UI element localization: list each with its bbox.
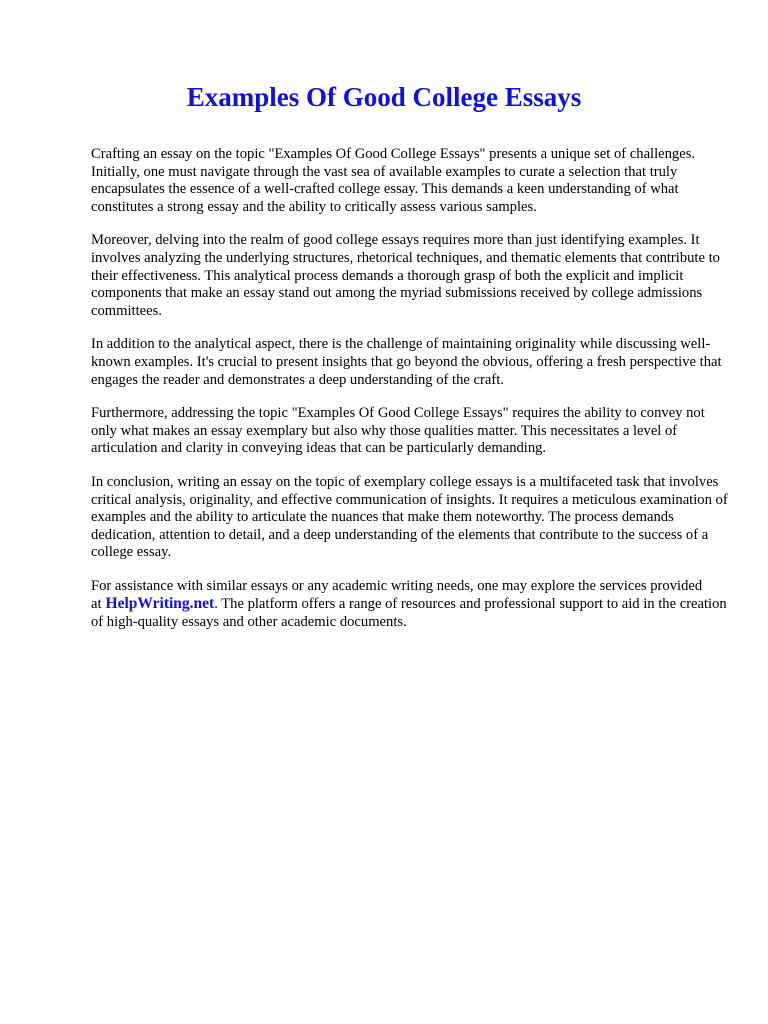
helpwriting-link[interactable]: HelpWriting.net [105,595,215,613]
paragraph-6-text-before-link: For assistance with similar essays or any academic writing needs, one may explore the services provided at [91,577,703,613]
paragraph-2: Moreover, delving into the realm of good college essays requires more than just identifying examples. It involves analyzing the underlying structures, rhetorical techniques, and thematic elements that contribute to their effectiveness. This analytical process demands a thorough grasp of both the explicit and implicit components that make an essay stand out among the myriad submissions received by college admissions committees. [91,232,720,319]
paragraph-1: Crafting an essay on the topic "Examples Of Good College Essays" presents a unique set of challenges. Initially, one must navigate through the vast sea of available examples to curate a selection that truly encapsulates the essence of a well-crafted college essay. This demands a keen understanding of what constitutes a strong essay and the ability to critically assess various samples. [91,146,696,215]
paragraph-3: In addition to the analytical aspect, there is the challenge of maintaining originality while discussing well-known examples. It's crucial to present insights that go beyond the obvious, offering a fresh perspective that engages the reader and demonstrates a deep understanding of the craft. [91,336,722,388]
paragraph-4: Furthermore, addressing the topic "Examples Of Good College Essays" requires the ability to convey not only what makes an essay exemplary but also why those qualities matter. This necessitates a level of articulation and clarity in conveying ideas that can be particularly demanding. [91,405,705,457]
paragraph-6-text-after-link: . The platform offers a range of resources and professional support to aid in the creation of high-quality essays and other academic documents. [91,596,727,631]
page-title: Examples Of Good College Essays [186,82,582,112]
paragraph-6 [91,578,731,632]
document-body [91,146,731,648]
paragraph-5: In conclusion, writing an essay on the topic of exemplary college essays is a multifaceted task that involves critical analysis, originality, and effective communication of insights. It requires a meticulous examination of examples and the ability to articulate the nuances that make them noteworthy. The process demands dedication, attention to detail, and a deep understanding of the elements that contribute to the success of a college essay. [91,473,728,561]
